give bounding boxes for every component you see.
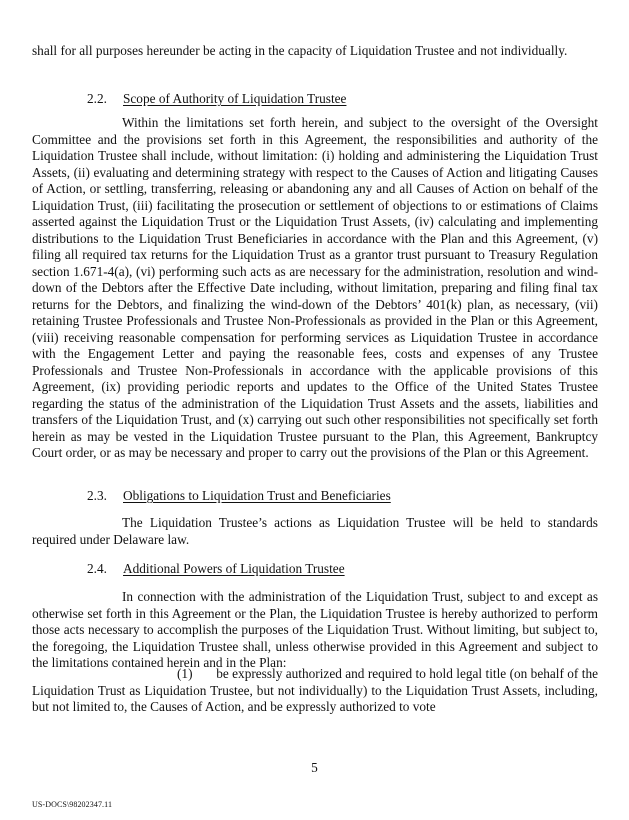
section-2-3-body: The Liquidation Trustee’s actions as Liquidation Trustee will be held to standards required under Delaware law.: [32, 515, 598, 547]
section-title: Obligations to Liquidation Trust and Beneficiaries: [123, 488, 391, 503]
document-id: US-DOCS\98202347.11: [32, 800, 113, 809]
section-number: 2.3.: [87, 488, 107, 503]
section-2-4-body: In connection with the administration of the Liquidation Trust, subject to and except as otherwise set forth in this Agreement or the Plan, the Liquidation Trustee is hereby authorized to perform those acts necessary to accomplish the purposes of the Liquidation Trust. Without limiting, but subject to, the foregoing, the Liquidation Trustee shall, unless otherwise provided in this Agreement and subject to the limitations contained herein and in the Plan:: [32, 589, 598, 670]
section-heading-2-3: [87, 488, 391, 505]
section-title: Scope of Authority of Liquidation Trustee: [123, 91, 347, 106]
list-item-marker: (1): [177, 666, 193, 681]
page-number: 5: [311, 760, 318, 775]
list-item-text: be expressly authorized and required to hold legal title (on behalf of the Liquidation Trust as Liquidation Trustee, but not individually) to the Liquidation Trust Assets, including, but not limited to, the Causes of Action, and be expressly authorized to vote: [32, 666, 598, 714]
section-heading-2-4: [87, 561, 345, 578]
intro-continuation-paragraph: shall for all purposes hereunder be acting in the capacity of Liquidation Trustee and not individually.: [32, 43, 568, 58]
section-number: 2.2.: [87, 91, 107, 106]
section-title: Additional Powers of Liquidation Trustee: [123, 561, 345, 576]
section-heading-2-2: [87, 91, 346, 108]
section-2-2-body: Within the limitations set forth herein, and subject to the oversight of the Oversight Committee and the provisions set forth in this Agreement, the responsibilities and authority of the Liquidation Trustee shall include, without limitation: (i) holding and administering the Liquidation Trust Assets, (ii) evaluating and determining strategy with respect to the Causes of Action and litigating Causes of Action, or settling, transferring, releasing or abandoning any and all Causes of Action on behalf of the Liquidation Trust, (iii) facilitating the prosecution or settlement of objections to or estimations of Claims asserted against the Liquidation Trust or the Liquidation Trust Assets, (iv) calculating and implementing distributions to the Liquidation Trust Beneficiaries in accordance with the Plan and this Agreement, (v) filing all required tax returns for the Liquidation Trust as a grantor trust pursuant to Treasury Regulation section 1.671-4(a), (vi) performing such acts as are necessary for the administration, resolution and wind-down of the Debtors after the Effective Date including, without limitation, preparing and filing final tax returns for the Debtors, and finalizing the wind-down of the Debtors’ 401(k) plan, as necessary, (vii) retaining Trustee Professionals and Trustee Non-Professionals as provided in the Plan or this Agreement, (viii) receiving reasonable compensation for performing services as Liquidation Trustee in accordance with the Engagement Letter and paying the reasonable fees, costs and expenses of any Trustee Professionals and Trustee Non-Professionals in accordance with the applicable provisions of this Agreement, (ix) providing periodic reports and updates to the Office of the United States Trustee regarding the status of the administration of the Liquidation Trust Assets and the assets, liabilities and transfers of the Liquidation Trust, and (x) carrying out such other responsibilities not specifically set forth herein as may be vested in the Liquidation Trustee pursuant to the Plan, this Agreement, Bankruptcy Court order, or as may be necessary and proper to carry out the provisions of the Plan or this Agreement.: [32, 115, 598, 460]
section-number: 2.4.: [87, 561, 107, 576]
list-item-1: [32, 666, 598, 716]
